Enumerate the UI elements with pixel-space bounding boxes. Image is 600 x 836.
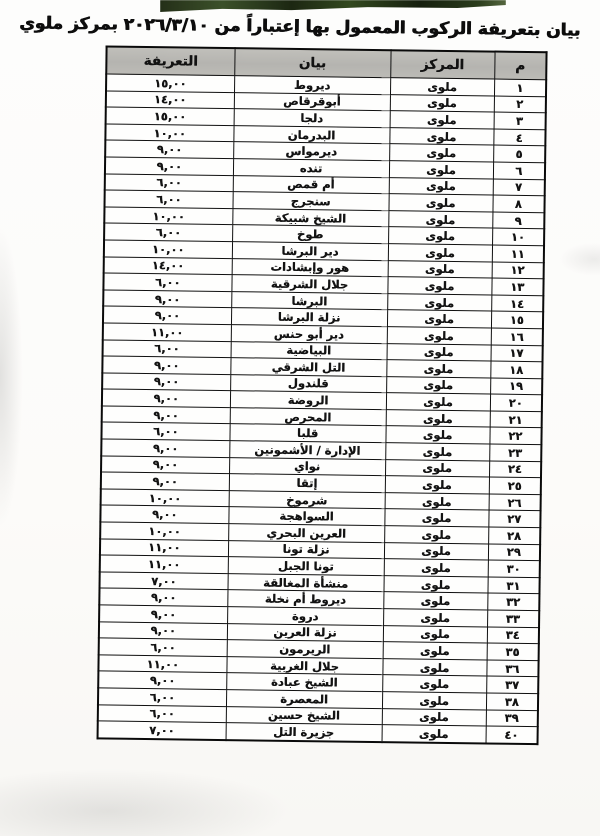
fare-cell: ٩,٠٠ — [102, 406, 230, 424]
place-name-cell: الشيخ حسين — [226, 706, 382, 725]
fare-cell: ١٠,٠٠ — [100, 522, 228, 540]
center-cell: ملوى — [382, 658, 486, 676]
place-name-cell: دير البرشا — [232, 242, 388, 261]
center-cell: ملوى — [389, 127, 493, 145]
center-cell: ملوى — [382, 725, 486, 743]
row-number-cell: ١٣ — [491, 278, 543, 295]
fare-cell: ٩,٠٠ — [102, 389, 230, 407]
place-name-cell: تونا الجبل — [228, 557, 384, 576]
page-title: بيان بتعريفة الركوب المعمول بها إعتباراً من ٢٠٢٦/٣/١٠ بمركز ملوي — [19, 13, 581, 41]
row-number-cell: ٣٠ — [488, 560, 540, 577]
row-number-cell: ٢٠ — [490, 394, 542, 411]
place-name-cell: دروة — [227, 607, 383, 626]
center-cell: ملوى — [384, 559, 488, 577]
place-name-cell: دير أبو حنس — [231, 325, 387, 344]
place-name-cell: الشيخ عبادة — [226, 673, 382, 692]
fare-cell: ٩,٠٠ — [101, 439, 229, 457]
place-name-cell: المحرص — [230, 407, 386, 426]
fare-cell: ٦,٠٠ — [99, 638, 227, 656]
center-cell: ملوى — [385, 476, 489, 494]
row-number-cell: ١٥ — [491, 311, 543, 328]
center-cell: ملوى — [383, 592, 487, 610]
fare-cell: ٩,٠٠ — [100, 505, 228, 523]
col-header-fare: التعريفة — [106, 46, 234, 75]
center-cell: ملوى — [382, 675, 486, 693]
green-banner-edge — [160, 0, 506, 13]
row-number-cell: ١٨ — [490, 361, 542, 378]
place-name-cell: ديرمواس — [233, 142, 389, 161]
row-number-cell: ٤٠ — [486, 726, 538, 744]
place-name-cell: جزيرة التل — [226, 723, 382, 742]
fare-cell: ٩,٠٠ — [102, 356, 230, 374]
place-name-cell: أم قمص — [233, 175, 389, 194]
fare-cell: ٩,٠٠ — [99, 622, 227, 640]
center-cell: ملوى — [387, 310, 491, 328]
fare-cell: ٦,٠٠ — [103, 339, 231, 357]
fare-cell: ٩,٠٠ — [98, 671, 226, 689]
place-name-cell: الإدارة / الأشمونين — [229, 441, 385, 460]
row-number-cell: ١٢ — [492, 262, 544, 279]
col-header-statement: بيان — [234, 48, 390, 78]
fare-cell: ٩,٠٠ — [105, 140, 233, 158]
fare-cell: ٩,٠٠ — [101, 456, 229, 474]
row-number-cell: ٢ — [494, 96, 546, 113]
fare-cell: ١١,٠٠ — [100, 539, 228, 557]
row-number-cell: ١٧ — [491, 345, 543, 362]
place-name-cell: نزلة البرشا — [231, 308, 387, 327]
place-name-cell: نواي — [229, 457, 385, 476]
fare-cell: ٩,٠٠ — [99, 605, 227, 623]
place-name-cell: التل الشرقي — [230, 358, 386, 377]
center-cell: ملوى — [385, 459, 489, 477]
center-cell: ملوى — [384, 509, 488, 527]
fare-cell: ١١,٠٠ — [103, 323, 231, 341]
place-name-cell: المعصرة — [226, 690, 382, 709]
row-number-cell: ٣١ — [487, 577, 539, 594]
center-cell: ملوى — [390, 94, 494, 112]
place-name-cell: إتقا — [229, 474, 385, 493]
row-number-cell: ٢٦ — [489, 494, 541, 511]
place-name-cell: ديروط أم نخلة — [227, 590, 383, 609]
center-cell: ملوى — [384, 542, 488, 560]
fare-cell: ٦,٠٠ — [98, 688, 226, 706]
center-cell: ملوى — [386, 410, 490, 428]
center-cell: ملوى — [388, 227, 492, 245]
center-cell: ملوى — [383, 642, 487, 660]
center-cell: ملوى — [384, 526, 488, 544]
center-cell: ملوى — [386, 376, 490, 394]
row-number-cell: ١٩ — [490, 378, 542, 395]
col-header-no: م — [494, 52, 546, 80]
center-cell: ملوى — [385, 492, 489, 510]
center-cell: ملوى — [387, 343, 491, 361]
center-cell: ملوى — [383, 609, 487, 627]
place-name-cell: جلال الشرقية — [231, 275, 387, 294]
fare-cell: ١٠,٠٠ — [104, 240, 232, 258]
row-number-cell: ٣٤ — [487, 627, 539, 644]
place-name-cell: شرموخ — [229, 490, 385, 509]
center-cell: ملوى — [388, 194, 492, 212]
place-name-cell: أبوقرقاص — [234, 92, 390, 111]
row-number-cell: ٢٢ — [489, 427, 541, 444]
place-name-cell: ديروط — [234, 76, 390, 95]
row-number-cell: ١٠ — [492, 228, 544, 245]
place-name-cell: تنده — [233, 159, 389, 178]
fare-cell: ١٤,٠٠ — [104, 256, 232, 274]
row-number-cell: ١٦ — [491, 328, 543, 345]
center-cell: ملوى — [388, 210, 492, 228]
fare-cell: ٩,٠٠ — [101, 472, 229, 490]
fare-cell: ٩,٠٠ — [103, 290, 231, 308]
row-number-cell: ٣٣ — [487, 610, 539, 627]
center-cell: ملوى — [387, 277, 491, 295]
center-cell: ملوى — [389, 177, 493, 195]
place-name-cell: طوخ — [232, 225, 388, 244]
fare-cell: ٩,٠٠ — [102, 373, 230, 391]
center-cell: ملوى — [385, 443, 489, 461]
center-cell: ملوى — [382, 692, 486, 710]
center-cell: ملوى — [387, 293, 491, 311]
place-name-cell: جلال الغربية — [226, 656, 382, 675]
row-number-cell: ٢١ — [490, 411, 542, 428]
row-number-cell: ٢٣ — [489, 444, 541, 461]
place-name-cell: الروضة — [230, 391, 386, 410]
fare-cell: ٦,٠٠ — [101, 422, 229, 440]
fare-cell: ٦,٠٠ — [103, 273, 231, 291]
document-sheet — [0, 13, 600, 746]
row-number-cell: ٣٨ — [486, 693, 538, 710]
row-number-cell: ٩ — [492, 212, 544, 229]
fare-cell: ٦,٠٠ — [98, 704, 226, 722]
fare-cell: ٩,٠٠ — [99, 588, 227, 606]
center-cell: ملوى — [383, 575, 487, 593]
center-cell: ملوى — [389, 161, 493, 179]
row-number-cell: ٤ — [493, 129, 545, 146]
place-name-cell: نزلة العرين — [227, 623, 383, 642]
row-number-cell: ١١ — [492, 245, 544, 262]
place-name-cell: العرين البحري — [228, 524, 384, 543]
place-name-cell: البدرمان — [233, 125, 389, 144]
fare-cell: ٦,٠٠ — [105, 190, 233, 208]
place-name-cell: الشيخ شبيكة — [232, 208, 388, 227]
fare-cell: ٩,٠٠ — [103, 306, 231, 324]
center-cell: ملوى — [389, 144, 493, 162]
fare-cell: ٦,٠٠ — [105, 174, 233, 192]
place-name-cell: السواهجة — [228, 507, 384, 526]
place-name-cell: قلبا — [229, 424, 385, 443]
fare-table — [97, 45, 548, 744]
place-name-cell: منشأة المغالقة — [227, 573, 383, 592]
row-number-cell: ٢٥ — [489, 477, 541, 494]
fare-cell: ١٠,٠٠ — [101, 489, 229, 507]
fare-cell: ١٠,٠٠ — [105, 124, 233, 142]
center-cell: ملوى — [386, 360, 490, 378]
place-name-cell: سنجرج — [232, 192, 388, 211]
center-cell: ملوى — [390, 111, 494, 129]
row-number-cell: ٣٩ — [486, 710, 538, 727]
row-number-cell: ٧ — [493, 179, 545, 196]
row-number-cell: ٨ — [492, 195, 544, 212]
col-header-center: المركز — [390, 50, 494, 79]
row-number-cell: ٢٩ — [488, 544, 540, 561]
fare-cell: ٩,٠٠ — [105, 157, 233, 175]
fare-cell: ١٥,٠٠ — [106, 107, 234, 125]
fare-cell: ١٠,٠٠ — [104, 207, 232, 225]
fare-cell: ١١,٠٠ — [98, 655, 226, 673]
place-name-cell: قلندول — [230, 374, 386, 393]
center-cell: ملوى — [388, 260, 492, 278]
center-cell: ملوى — [390, 78, 494, 96]
fare-cell: ١١,٠٠ — [100, 555, 228, 573]
row-number-cell: ٢٤ — [489, 461, 541, 478]
fare-cell: ٧,٠٠ — [100, 572, 228, 590]
place-name-cell: الريرمون — [227, 640, 383, 659]
row-number-cell: ٥ — [493, 145, 545, 162]
row-number-cell: ٦ — [493, 162, 545, 179]
row-number-cell: ٣٦ — [486, 660, 538, 677]
fare-cell: ١٥,٠٠ — [106, 74, 234, 92]
center-cell: ملوى — [388, 244, 492, 262]
row-number-cell: ٢٨ — [488, 527, 540, 544]
table-body — [98, 74, 547, 744]
row-number-cell: ٣٢ — [487, 593, 539, 610]
row-number-cell: ٣٧ — [486, 676, 538, 693]
place-name-cell: دلجا — [234, 109, 390, 128]
row-number-cell: ٣ — [494, 112, 546, 129]
fare-cell: ٧,٠٠ — [98, 721, 226, 740]
place-name-cell: البياضية — [231, 341, 387, 360]
place-name-cell: البرشا — [231, 291, 387, 310]
row-number-cell: ٢٧ — [488, 510, 540, 527]
center-cell: ملوى — [385, 426, 489, 444]
center-cell: ملوى — [383, 625, 487, 643]
place-name-cell: نزلة تونا — [228, 540, 384, 559]
fare-cell: ١٤,٠٠ — [106, 91, 234, 109]
center-cell: ملوى — [387, 327, 491, 345]
place-name-cell: هور وإبشادات — [232, 258, 388, 277]
row-number-cell: ١ — [494, 79, 546, 96]
center-cell: ملوى — [386, 393, 490, 411]
center-cell: ملوى — [382, 708, 486, 726]
fare-cell: ٦,٠٠ — [104, 223, 232, 241]
row-number-cell: ١٤ — [491, 295, 543, 312]
row-number-cell: ٣٥ — [487, 643, 539, 660]
